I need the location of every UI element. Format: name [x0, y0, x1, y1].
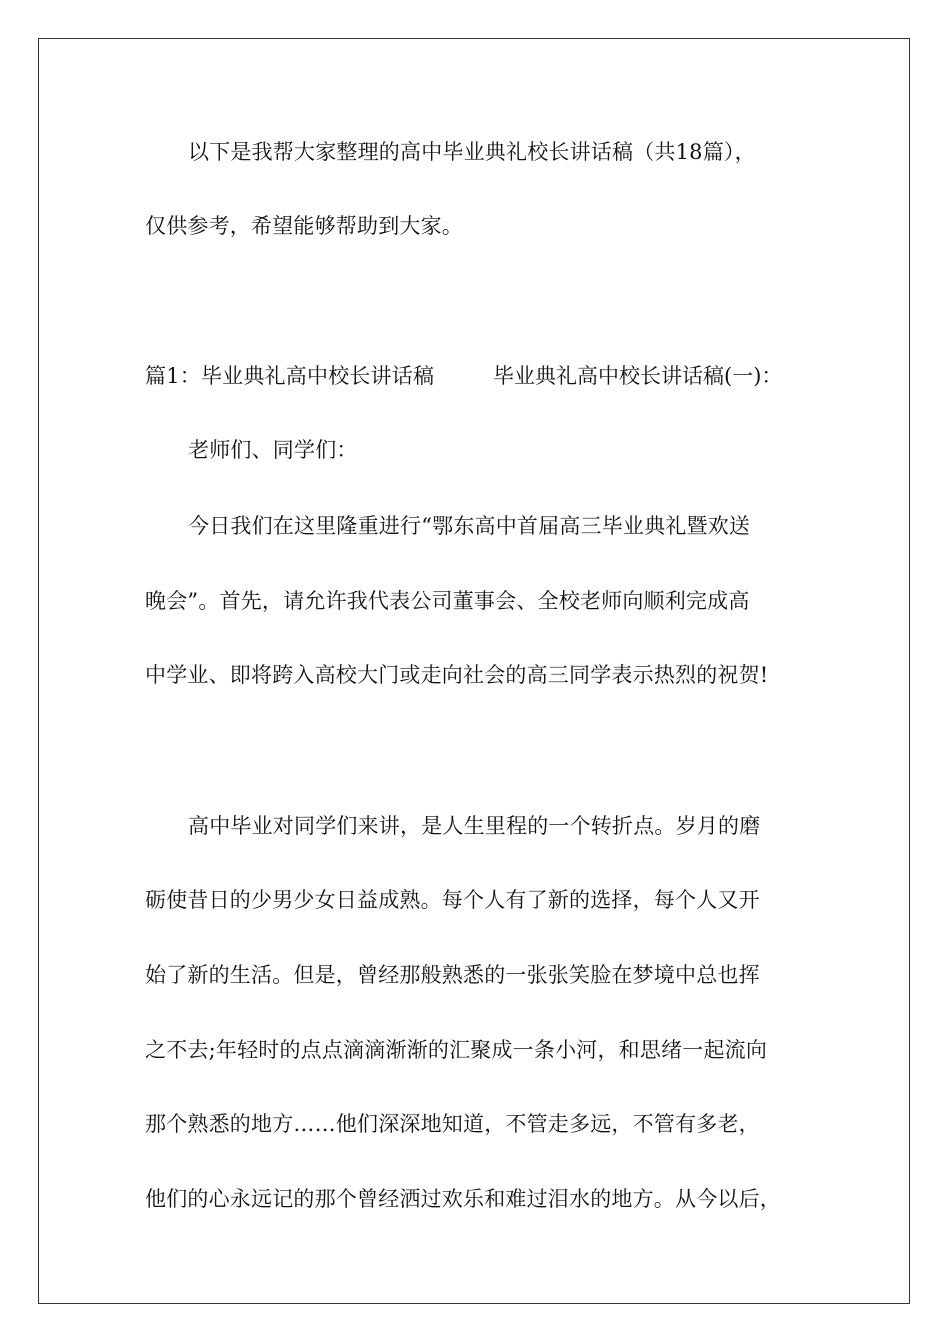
- para1-line-3: 中学业、即将跨入高校大门或走向社会的高三同学表示热烈的祝贺!: [145, 663, 769, 687]
- intro-line-2: 仅供参考，希望能够帮助到大家。: [145, 214, 463, 238]
- para1-line-2: 晚会”。首先，请允许我代表公司董事会、全校老师向顺利完成高: [145, 589, 750, 613]
- para2-line-1: 高中毕业对同学们来讲，是人生里程的一个转折点。岁月的磨: [188, 814, 761, 838]
- section-title: 篇1：毕业典礼高中校长讲话稿: [145, 364, 435, 388]
- para2-line-2: 砺使昔日的少男少女日益成熟。每个人有了新的选择，每个人又开: [145, 888, 760, 912]
- para1-line-1: 今日我们在这里隆重进行“鄂东高中首届高三毕业典礼暨欢送: [188, 514, 751, 538]
- para2-line-6: 他们的心永远记的那个曾经洒过欢乐和难过泪水的地方。从今以后，: [145, 1187, 781, 1211]
- intro-line-1: 以下是我帮大家整理的高中毕业典礼校长讲话稿（共18篇），: [188, 140, 756, 164]
- para2-line-3: 始了新的生活。但是，曾经那般熟悉的一张张笑脸在梦境中总也挥: [145, 963, 760, 987]
- section-subtitle: 毕业典礼高中校长讲话稿(一)：: [493, 364, 783, 388]
- greeting: 老师们、同学们：: [188, 438, 358, 462]
- para2-line-4: 之不去;年轻时的点点滴滴渐渐的汇聚成一条小河，和思绪一起流向: [145, 1038, 768, 1062]
- para2-line-5: 那个熟悉的地方……他们深深地知道，不管走多远，不管有多老，: [145, 1112, 760, 1136]
